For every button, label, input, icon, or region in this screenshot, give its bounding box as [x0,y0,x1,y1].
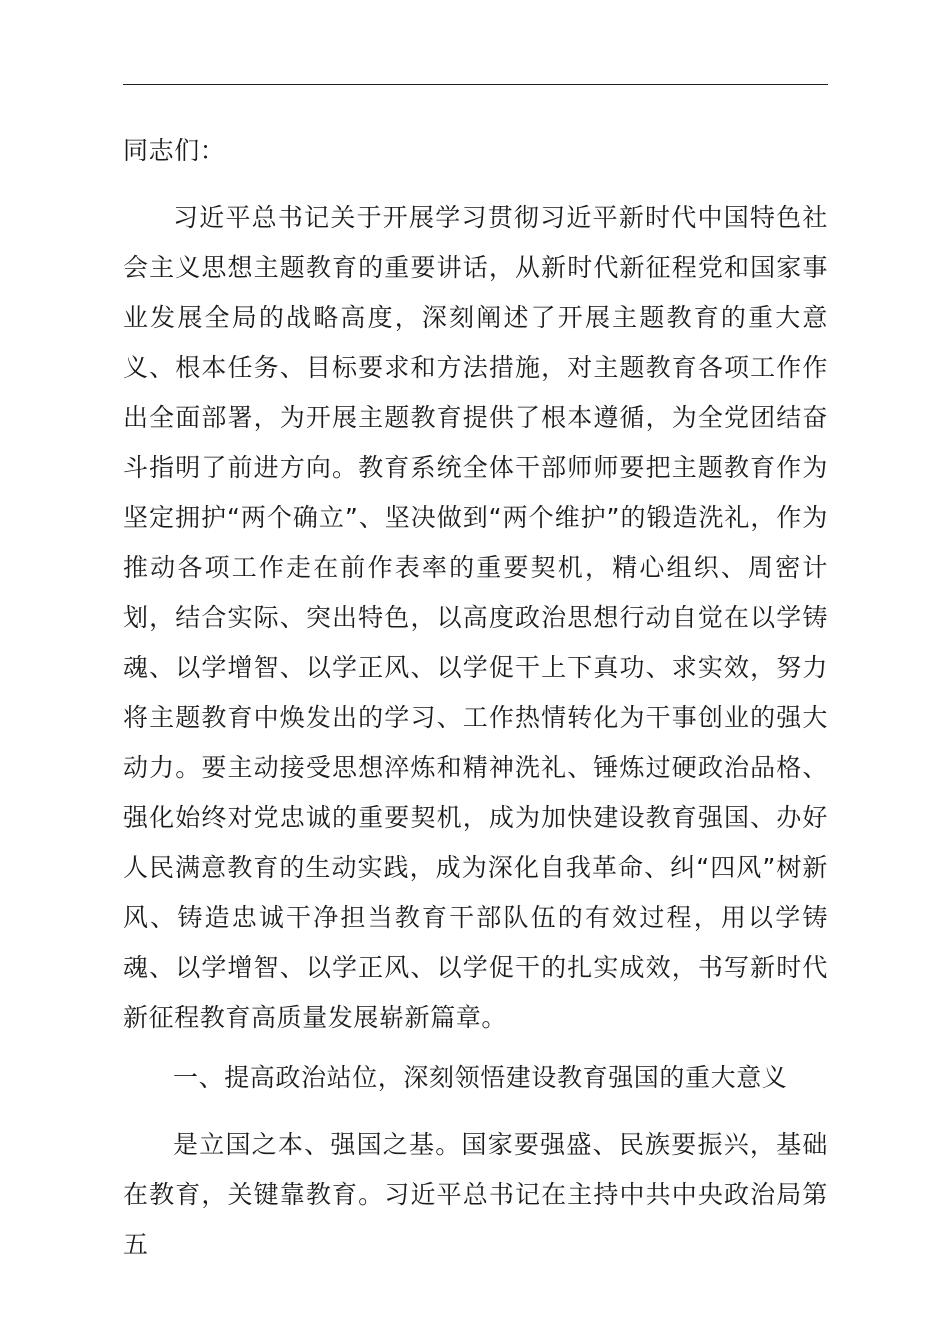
greeting: 同志们： [123,136,226,165]
section-paragraph-1: 是立国之本、强国之基。国家要强盛、民族要振兴，基础在教育，关键靠教育。习近平总书记在主持中共中央政治局第五 [123,1130,828,1259]
body-paragraph-1: 习近平总书记关于开展学习贯彻习近平新时代中国特色社会主义思想主题教育的重要讲话，从新时代新征程党和国家事业发展全局的战略高度，深刻阐述了开展主题教育的重大意义、根本任务、目标要求和方法措施，对主题教育各项工作作出全面部署，为开展主题教育提供了根本遵循，为全党团结奋斗指明了前进方向。教育系统全体干部师师要把主题教育作为坚定拥护“两个确立”、坚决做到“两个维护”的锻造洗礼，作为推动各项工作走在前作表率的重要契机，精心组织、周密计划，结合实际、突出特色，以高度政治思想行动自觉在以学铸魂、以学增智、以学正风、以学促干上下真功、求实效，努力将主题教育中焕发出的学习、工作热情转化为干事创业的强大动力。要主动接受思想淬炼和精神洗礼、锤炼过硬政治品格、强化始终对党忠诚的重要契机，成为加快建设教育强国、办好人民满意教育的生动实践，成为深化自我革命、纠“四风”树新风、铸造忠诚干净担当教育干部队伍的有效过程，用以学铸魂、以学增智、以学正风、以学促干的扎实成效，书写新时代新征程教育高质量发展崭新篇章。 [123,203,828,1032]
section-heading-1: 一、提高政治站位，深刻领悟建设教育强国的重大意义 [173,1063,788,1092]
header-rule [123,84,828,85]
